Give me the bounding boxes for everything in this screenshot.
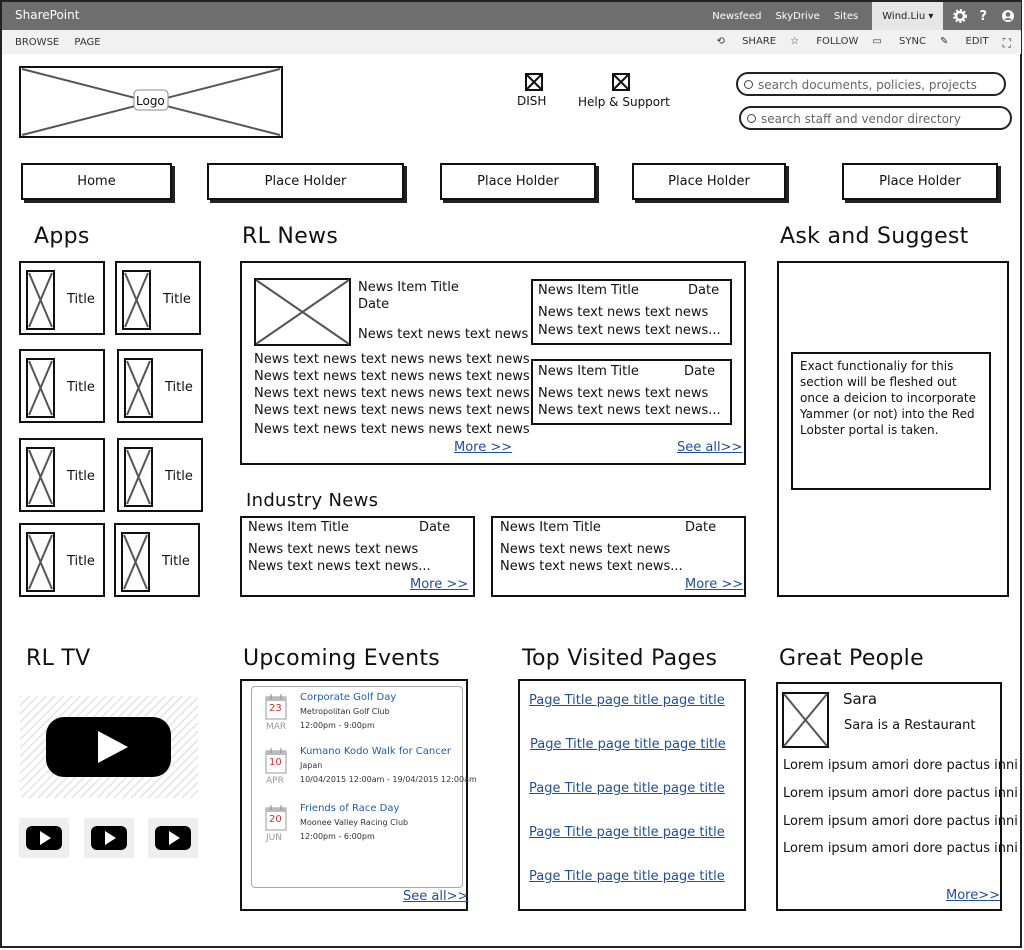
app-tile[interactable] [19,438,105,512]
suite-bar [2,2,1021,30]
news-text-line: News text news text news news text news [254,422,530,437]
industry-news-date: Date [419,520,451,535]
skydrive-link[interactable]: SkyDrive [775,10,820,22]
person-description: Sara is a Restaurant [844,718,976,733]
app-title: Title [67,554,95,569]
industry-news-date: Date [685,520,717,535]
industry-news-line: News text news text news [500,542,671,557]
nav-home[interactable]: Home [21,163,172,200]
app-tile[interactable] [115,261,201,335]
rl-tv-heading: RL TV [26,646,91,671]
nav-placeholder-1[interactable]: Place Holder [207,163,404,200]
app-icon-placeholder [26,447,55,507]
news-text-line: News text news text news news text news [254,403,530,418]
nav-placeholder-4[interactable]: Place Holder [842,163,998,200]
focus-icon[interactable]: ⛶ [1002,36,1011,50]
app-icon-placeholder [124,358,153,418]
top-visited-link[interactable]: Page Title page title page title [529,825,725,840]
top-visited-link[interactable]: Page Title page title page title [530,737,726,752]
ribbon-bar [2,30,1021,54]
news-text-line: News text news text news news text news [254,352,530,367]
app-title: Title [165,380,193,395]
app-tile[interactable] [19,349,105,423]
logo-label: Logo [136,94,165,108]
event-title[interactable]: Corporate Golf Day [300,692,397,703]
follow-button[interactable]: ☆ FOLLOW [790,36,859,47]
event-month: JUN [266,833,282,843]
side-news-line: News text news text news [538,386,709,401]
person-text-line: Lorem ipsum amori dore pactus inni [783,814,1018,829]
apps-heading: Apps [34,224,90,249]
sites-link[interactable]: Sites [833,10,859,22]
sharepoint-brand[interactable]: SharePoint [15,8,80,22]
app-icon-placeholder [121,532,150,592]
top-visited-link[interactable]: Page Title page title page title [529,781,725,796]
browse-tab[interactable]: BROWSE [15,37,60,48]
event-day: 20 [269,814,282,825]
follow-label: FOLLOW [816,36,859,47]
nav-placeholder-2[interactable]: Place Holder [440,163,596,200]
event-item[interactable] [262,803,457,853]
great-people-heading: Great People [779,646,924,671]
news-item-title[interactable]: News Item Title [358,280,459,295]
industry-news-heading: Industry News [246,490,379,511]
top-visited-heading: Top Visited Pages [522,646,718,671]
event-item[interactable] [262,746,477,796]
industry-news-line: News text news text news... [248,559,431,574]
help-icon[interactable]: ? [979,8,987,24]
person-name[interactable]: Sara [843,690,878,708]
industry-news-line: News text news text news... [500,559,683,574]
news-item-date: Date [358,297,390,312]
help-support-link[interactable]: Help & Support [578,95,670,109]
app-icon-placeholder [26,358,55,418]
edit-button[interactable]: ✎ EDIT [939,36,989,47]
events-see-all-link[interactable]: See all>> [403,889,469,904]
industry-more-link[interactable]: More >> [685,577,744,592]
video-player[interactable] [20,696,198,798]
app-title: Title [67,469,95,484]
event-day: 10 [269,757,282,768]
top-visited-link[interactable]: Page Title page title page title [529,693,725,708]
event-item[interactable] [262,692,457,742]
sync-label: SYNC [899,36,926,47]
side-news-line: News text news text news... [538,323,721,338]
avatar-icon[interactable] [1001,9,1015,23]
app-tile[interactable] [19,523,105,597]
news-item-teaser: News text news text news [358,327,529,342]
industry-news-title[interactable]: News Item Title [500,520,601,535]
side-news-line: News text news text news [538,305,709,320]
video-thumbnail-3[interactable] [148,818,198,858]
event-title[interactable]: Kumano Kodo Walk for Cancer [300,746,451,757]
app-tile[interactable] [117,349,203,423]
event-time: 12:00pm - 6:00pm [300,832,375,841]
side-news-line: News text news text news... [538,403,721,418]
industry-news-title[interactable]: News Item Title [248,520,349,535]
industry-more-link[interactable]: More >> [410,577,469,592]
side-news-date: Date [684,364,716,379]
rl-news-see-all-link[interactable]: See all>> [677,440,743,455]
side-news-date: Date [688,283,720,298]
app-tile[interactable] [117,438,203,512]
person-photo-placeholder [782,692,829,748]
side-news-title[interactable]: News Item Title [538,364,639,379]
app-icon-placeholder [26,532,55,592]
app-title: Title [67,292,95,307]
event-place: Moonee Valley Racing Club [300,818,409,827]
event-time: 10/04/2015 12:00am - 19/04/2015 12:00am [300,775,477,784]
search-icon [747,114,756,123]
event-place: Japan [300,761,323,770]
app-title: Title [67,380,95,395]
ask-suggest-heading: Ask and Suggest [780,224,969,249]
event-title[interactable]: Friends of Race Day [300,803,400,814]
search-icon [744,80,753,89]
app-tile[interactable] [19,261,105,335]
search-documents-placeholder: search documents, policies, projects [758,78,977,92]
video-thumbnail-1[interactable] [19,818,69,858]
gear-icon[interactable] [953,9,967,23]
share-label: SHARE [742,36,777,47]
help-support-icon[interactable] [612,73,630,91]
event-month: MAR [266,722,287,732]
edit-label: EDIT [965,36,989,47]
news-text-line: News text news text news news text news [254,369,530,384]
person-text-line: Lorem ipsum amori dore pactus inni [783,841,1018,856]
people-more-link[interactable]: More>> [946,888,1001,903]
sync-button[interactable]: ▭ SYNC [872,36,926,47]
search-documents-input[interactable] [736,72,1006,96]
news-text-line: News text news text news news text news [254,386,530,401]
app-icon-placeholder [26,270,55,330]
rl-news-heading: RL News [242,224,339,249]
top-visited-link[interactable]: Page Title page title page title [529,869,725,884]
event-time: 12:00pm - 9:00pm [300,721,375,730]
ask-suggest-note [791,352,991,490]
dish-icon[interactable] [525,73,543,91]
video-thumbnail-2[interactable] [84,818,134,858]
upcoming-events-heading: Upcoming Events [243,646,441,671]
app-icon-placeholder [124,447,153,507]
news-image-placeholder [254,278,351,346]
news-more-link[interactable]: More >> [454,440,513,455]
app-title: Title [162,554,190,569]
dish-link[interactable]: DISH [517,94,547,108]
app-title: Title [165,469,193,484]
page-tab[interactable]: PAGE [74,37,101,48]
search-staff-input[interactable] [739,106,1012,130]
newsfeed-link[interactable]: Newsfeed [712,10,762,22]
side-news-title[interactable]: News Item Title [538,283,639,298]
search-staff-placeholder: search staff and vendor directory [761,112,961,126]
share-button[interactable]: ⟲ SHARE [716,36,777,47]
person-text-line: Lorem ipsum amori dore pactus inni [783,758,1018,773]
app-icon-placeholder [122,270,151,330]
user-menu[interactable]: Wind.Liu ▾ [872,2,943,30]
event-day: 23 [269,703,282,714]
person-text-line: Lorem ipsum amori dore pactus inni [783,786,1018,801]
nav-placeholder-3[interactable]: Place Holder [632,163,786,200]
event-place: Metropolitan Golf Club [300,707,390,716]
app-title: Title [163,292,191,307]
app-tile[interactable] [114,523,200,597]
ask-suggest-note-text: Exact functionaliy for this section will be fleshed out once a deicion to incorporate Yammer (or not) into the Red Lobster portal is taken. [800,359,976,437]
industry-news-line: News text news text news [248,542,419,557]
event-month: APR [266,776,284,786]
